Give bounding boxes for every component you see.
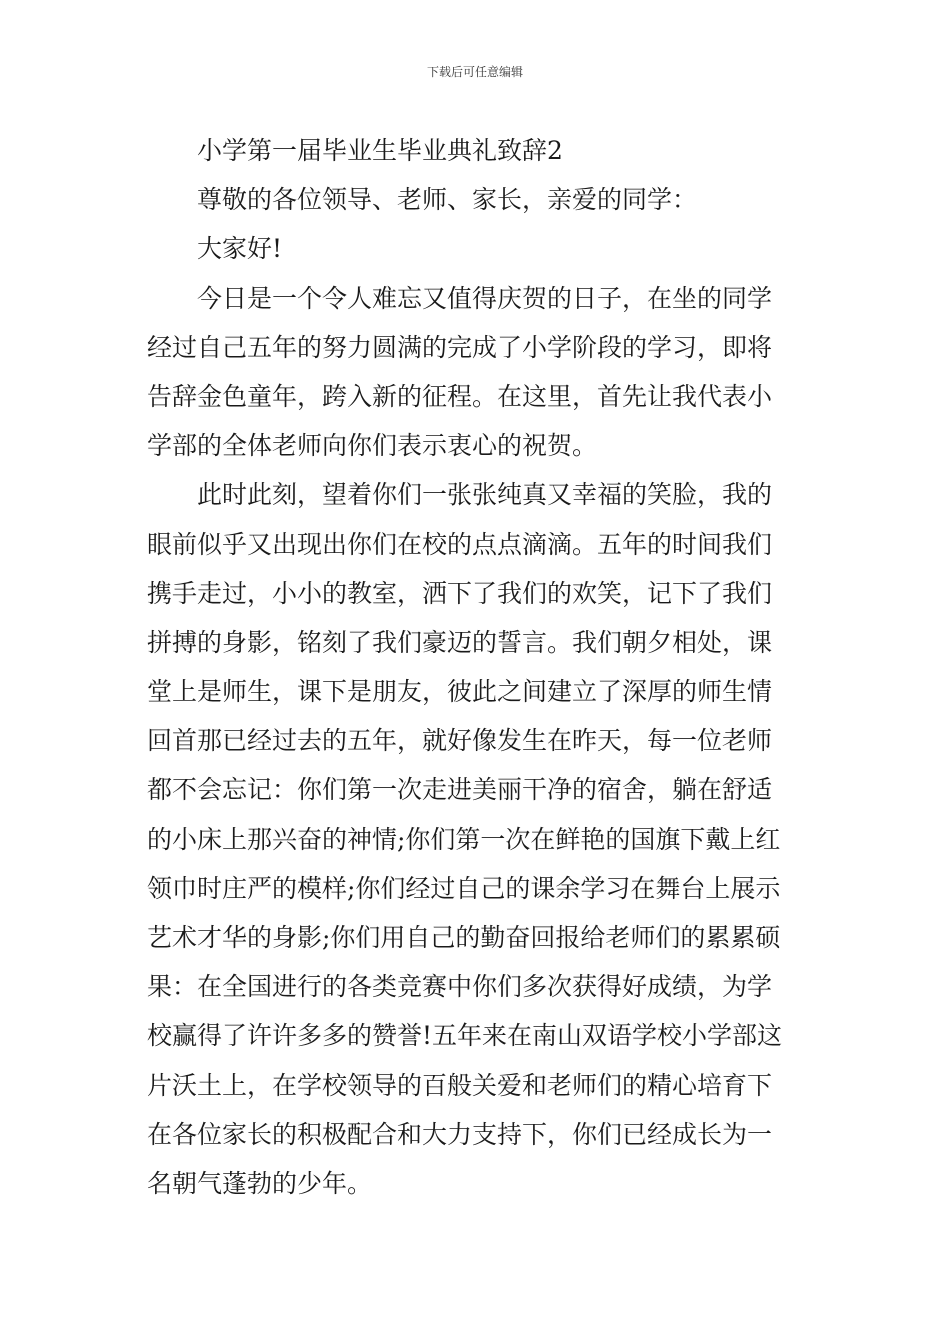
paragraph-line: 都不会忘记：你们第一次走进美丽干净的宿舍，躺在舒适 (147, 775, 773, 805)
paragraph-line: 回首那已经过去的五年，就好像发生在昨天，每一位老师 (147, 726, 773, 756)
document-title: 小学第一届毕业生毕业典礼致辞2 (197, 136, 563, 165)
paragraph-line: 此时此刻，望着你们一张张纯真又幸福的笑脸，我的 (197, 480, 773, 510)
paragraph-line: 的小床上那兴奋的神情;你们第一次在鲜艳的国旗下戴上红 (147, 824, 781, 854)
paragraph-line: 片沃土上，在学校领导的百般关爱和老师们的精心培育下 (147, 1070, 773, 1100)
paragraph-line: 堂上是师生，课下是朋友，彼此之间建立了深厚的师生情 (147, 677, 773, 707)
paragraph-2 (147, 470, 807, 1208)
paragraph-line: 艺术才华的身影;你们用自己的勤奋回报给老师们的累累硕 (147, 923, 781, 952)
paragraph-line: 拼搏的身影，铭刻了我们豪迈的誓言。我们朝夕相处，课 (147, 627, 773, 657)
paragraph-line: 果：在全国进行的各类竞赛中你们多次获得好成绩，为学 (147, 972, 773, 1002)
paragraph-line: 今日是一个令人难忘又值得庆贺的日子，在坐的同学 (197, 283, 773, 313)
page-header-note: 下载后可任意编辑 (426, 65, 523, 79)
paragraph-line: 校赢得了许许多多的赞誉!五年来在南山双语学校小学部这 (147, 1021, 783, 1051)
paragraph-line: 在各位家长的积极配合和大力支持下，你们已经成长为一 (147, 1119, 773, 1149)
paragraph-1 (147, 274, 807, 471)
paragraph-line: 经过自己五年的努力圆满的完成了小学阶段的学习，即将 (147, 332, 773, 362)
paragraph-line: 眼前似乎又出现出你们在校的点点滴滴。五年的时间我们 (147, 529, 773, 559)
paragraph-line: 名朝气蓬勃的少年。 (147, 1168, 373, 1198)
document-body (147, 126, 807, 1208)
greeting: 大家好! (197, 234, 283, 264)
paragraph-line: 携手走过，小小的教室，洒下了我们的欢笑，记下了我们 (147, 578, 773, 608)
salutation: 尊敬的各位领导、老师、家长，亲爱的同学： (197, 185, 698, 215)
paragraph-line: 告辞金色童年，跨入新的征程。在这里，首先让我代表小 (147, 381, 773, 411)
paragraph-line: 学部的全体老师向你们表示衷心的祝贺。 (147, 431, 598, 461)
paragraph-line: 领巾时庄严的模样;你们经过自己的课余学习在舞台上展示 (147, 873, 781, 903)
